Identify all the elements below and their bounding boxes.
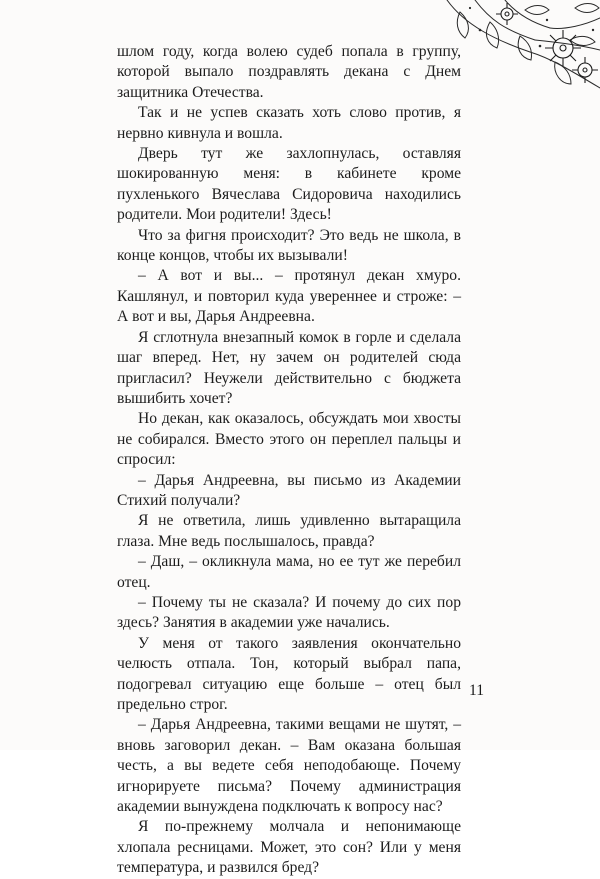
paragraph: Я по-прежнему молчала и непонимающе хлопала ресницами. Может, это сон? Или у меня температура, и развился бред? <box>117 818 461 877</box>
paragraph: – Дарья Андреевна, такими вещами не шутят, – вновь заговорил декан. – Вам оказана большая честь, а вы ведете себя неподобающе. Почему игнорируете письма? Почему администрация академии вынуждена подключать к вопросу нас? <box>117 716 461 816</box>
paragraph: Я не ответила, лишь удивленно вытаращила глаза. Мне ведь послышалось, правда? <box>117 512 461 550</box>
paragraph: – А вот и вы... – протянул декан хмуро. Кашлянул, и повторил куда увереннее и строже: – А вот и вы, Дарья Андреевна. <box>117 267 461 326</box>
paragraph: Что за фигня происходит? Это ведь не школа, в конце концов, чтобы их вызывали! <box>117 226 461 265</box>
paragraph: – Почему ты не сказала? И почему до сих пор здесь? Занятия в академии уже начались. <box>117 593 461 632</box>
paragraph: шлом году, когда волею судеб попала в группу, которой выпало поздравлять декана с Днем защитника Отечества. <box>117 43 461 101</box>
paragraph: – Дарья Андреевна, вы письмо из Академии Стихий получали? <box>117 471 461 509</box>
page-text <box>117 42 461 879</box>
paragraph: Дверь тут же захлопнулась, оставляя шокированную меня: в кабинете кроме пухленького Вячеслава Сидоровича находились родители. Мои родители! Здесь! <box>117 145 461 224</box>
paragraph: Я сглотнула внезапный комок в горле и сделала шаг вперед. Нет, ну зачем он родителей сюда пригласил? Неужели действительно с бюджета вышибить хочет? <box>117 328 461 407</box>
paragraph: – Даш, – окликнула мама, но ее тут же перебил отец. <box>117 553 461 591</box>
paragraph: Так и не успев сказать хоть слово против, я нервно кивнула и вошла. <box>117 104 461 142</box>
paragraph: Но декан, как оказалось, обсуждать мои хвосты не собирался. Вместо этого он переплел пальцы и спросил: <box>117 410 461 469</box>
page-number: 11 <box>469 682 485 699</box>
paragraph: У меня от такого заявления окончательно челюсть отпала. Тон, который выбрал папа, подогревал ситуацию еще больше – отец был предельно строг. <box>117 634 461 713</box>
